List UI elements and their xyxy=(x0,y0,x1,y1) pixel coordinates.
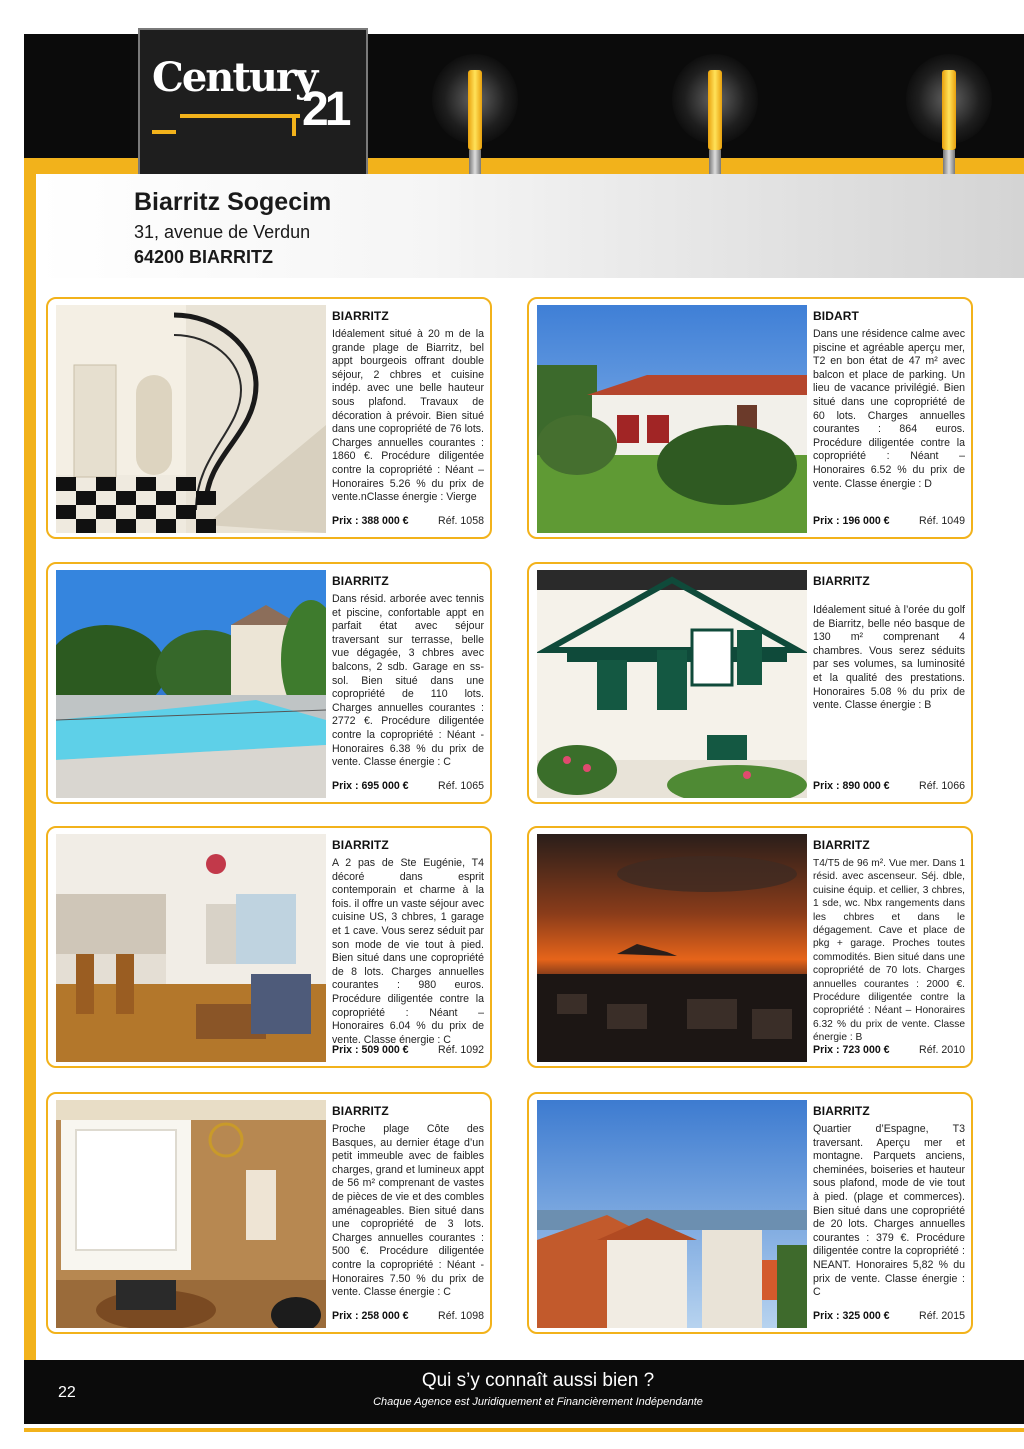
listing-text xyxy=(332,574,484,800)
pool-residence-photo[interactable] xyxy=(56,570,326,798)
listing-description: Dans une résidence calme avec piscine et agréable aperçu mer, T2 en bon état de 47 m² avec balcon et place de parking. Un lieu de vacance privilégié. Bien situé dans une copropriété de 60 lots. Charges annuelles courantes : 864 euros. Procédure diligentée contre la copropriété : Néant – Honoraires 6.52 % du prix de vente. Classe énergie : D xyxy=(813,328,965,490)
lamp-icon xyxy=(672,34,758,174)
listing-reference: Réf. 1066 xyxy=(919,780,965,792)
footer-legal-notice: Chaque Agence est Juridiquement et Financièrement Indépendante xyxy=(373,1396,703,1408)
listing-reference: Réf. 2015 xyxy=(919,1310,965,1322)
brand-logo xyxy=(138,28,368,174)
listing-card[interactable] xyxy=(527,1092,973,1334)
rooftops-sea-view-photo[interactable] xyxy=(537,1100,807,1328)
interior-staircase-photo[interactable] xyxy=(56,305,326,533)
listing-description: Idéalement situé à 20 m de la grande plage de Biarritz, bel appt bourgeois offrant double séjour, 2 chbres et cuisine indép. avec une belle hauteur sous plafond. Travaux de décoration à prévoir. Bien situé dans une copropriété de 76 lots. Charges annuelles courantes : 1860 €. Procédure diligentée contre la copropriété : Néant – Honoraires 5.26 % du prix de vente.nClasse énergie : Vierge xyxy=(332,328,484,504)
basque-residence-photo[interactable] xyxy=(537,305,807,533)
listing-reference: Réf. 1098 xyxy=(438,1310,484,1322)
sunset-sea-view-photo[interactable] xyxy=(537,834,807,1062)
listing-text xyxy=(813,574,965,800)
listing-text xyxy=(813,838,965,1064)
listing-text xyxy=(813,309,965,535)
listing-price: Prix : 388 000 € xyxy=(332,515,409,527)
listing-price: Prix : 325 000 € xyxy=(813,1310,890,1322)
agency-city: 64200 BIARRITZ xyxy=(134,247,274,267)
lamp-icon xyxy=(906,34,992,174)
agency-name: Biarritz Sogecim xyxy=(134,188,332,216)
listing-description: Quartier d’Espagne, T3 traversant. Aperçu mer et montagne. Parquets anciens, cheminées, boiseries et hauteur sous plafond, mode de vie tout à pied. (plage et commerces). Bien situé dans une copropriété de 20 lots. Charges annuelles courantes : 379 €. Procédure diligentée contre la copropriété : NEANT. Honoraires 5,82 % du prix de vente. Classe énergie : C xyxy=(813,1123,965,1299)
listing-city: BIARRITZ xyxy=(813,838,870,852)
listing-city: BIARRITZ xyxy=(813,574,870,588)
footer-slogan: Qui s’y connaît aussi bien ? xyxy=(421,1370,655,1391)
listing-text xyxy=(813,1104,965,1330)
listing-city: BIARRITZ xyxy=(813,1104,870,1118)
logo-wordmark: Century xyxy=(152,54,317,101)
footer-gold-stripe xyxy=(24,1428,1024,1432)
listing-description: Idéalement situé à l’orée du golf de Biarritz, belle néo basque de 130 m² comprenant 4 chambres. Vous serez séduits par ses volumes, sa luminosité et la qualité des prestations. Honoraires 5.08 % du prix de vente. Classe énergie : B xyxy=(813,604,965,712)
listing-price: Prix : 695 000 € xyxy=(332,780,409,792)
listing-reference: Réf. 1092 xyxy=(438,1044,484,1056)
page-number: 22 xyxy=(58,1384,76,1401)
listing-reference: Réf. 1049 xyxy=(919,515,965,527)
listing-price: Prix : 509 000 € xyxy=(332,1044,409,1056)
listing-price: Prix : 196 000 € xyxy=(813,515,890,527)
listing-price: Prix : 723 000 € xyxy=(813,1044,890,1056)
listing-card[interactable] xyxy=(46,562,492,804)
agency-street: 31, avenue de Verdun xyxy=(134,222,311,242)
listing-card[interactable] xyxy=(46,1092,492,1334)
listing-price: Prix : 890 000 € xyxy=(813,780,890,792)
listing-text xyxy=(332,838,484,1064)
listing-description: A 2 pas de Ste Eugénie, T4 décoré dans esprit contemporain et charme à la fois. il offre un vaste séjour avec cuisine US, 3 chbres, 1 garage et 1 cave. Vous serez séduit par son mode de vie tout à pied. Bien situé dans une copropriété de 8 lots. Charges annuelles courantes : 980 euros. Procédure diligentée contre la copropriété : Néant – Honoraires 6.04 % du prix de vente. Classe énergie : C xyxy=(332,857,484,1046)
listing-city: BIDART xyxy=(813,309,859,323)
listing-reference: Réf. 1058 xyxy=(438,515,484,527)
listing-text xyxy=(332,309,484,535)
listing-city: BIARRITZ xyxy=(332,1104,389,1118)
listing-city: BIARRITZ xyxy=(332,309,389,323)
listing-card[interactable] xyxy=(46,826,492,1068)
listing-card[interactable] xyxy=(527,562,973,804)
logo-roof-icon xyxy=(180,114,300,136)
listing-city: BIARRITZ xyxy=(332,574,389,588)
listing-description: T4/T5 de 96 m². Vue mer. Dans 1 résid. avec ascenseur. Séj. dble, cuisine équip. et cellier, 3 chbres, 1 sde, wc. Nbx rangements dans les chbres et dans le dégagement. Cave et place de pkg + garage. Proches toutes commodités. Bien situé dans une copropriété de 70 lots. Charges annuelles courantes : 2000 €. Procédure diligentée contre la copropriété : Néant – Honoraires 6.32 % du prix de vente. Classe énergie : B xyxy=(813,858,965,1044)
living-room-kitchen-photo[interactable] xyxy=(56,834,326,1062)
neo-basque-house-photo[interactable] xyxy=(537,570,807,798)
listing-description: Proche plage Côte des Basques, au dernier étage d’un petit immeuble avec de faibles charges, grand et lumineux appt de 56 m² comprenant de vastes de pièces de vie et des combles aménageables. Bien situé dans une copropriété de 3 lots. Charges annuelles courantes : 500 €. Procédure diligentée contre la copropriété : Néant - Honoraires 7.50 % du prix de vente. Classe énergie : C xyxy=(332,1123,484,1299)
bright-room-chandelier-photo[interactable] xyxy=(56,1100,326,1328)
listing-card[interactable] xyxy=(527,826,973,1068)
listing-description: Dans résid. arborée avec tennis et piscine, confortable appt en parfait état avec séjour traversant sur terrasse, belle vue dégagée, 3 chbres avec balcons, 2 sdb. Garage en ss-sol. Bien situé dans une copropriété de 110 lots. Charges annuelles courantes : 2772 €. Procédure diligentée contre la copropriété : Néant - Honoraires 6.38 % du prix de vente. Classe énergie : C xyxy=(332,593,484,769)
listing-card[interactable] xyxy=(46,297,492,539)
listing-city: BIARRITZ xyxy=(332,838,389,852)
listing-price: Prix : 258 000 € xyxy=(332,1310,409,1322)
lamp-icon xyxy=(432,34,518,174)
listing-text xyxy=(332,1104,484,1330)
listing-reference: Réf. 1065 xyxy=(438,780,484,792)
logo-number: 21 xyxy=(302,83,348,136)
listing-card[interactable] xyxy=(527,297,973,539)
listing-reference: Réf. 2010 xyxy=(919,1044,965,1056)
left-gold-bar xyxy=(24,174,36,1360)
